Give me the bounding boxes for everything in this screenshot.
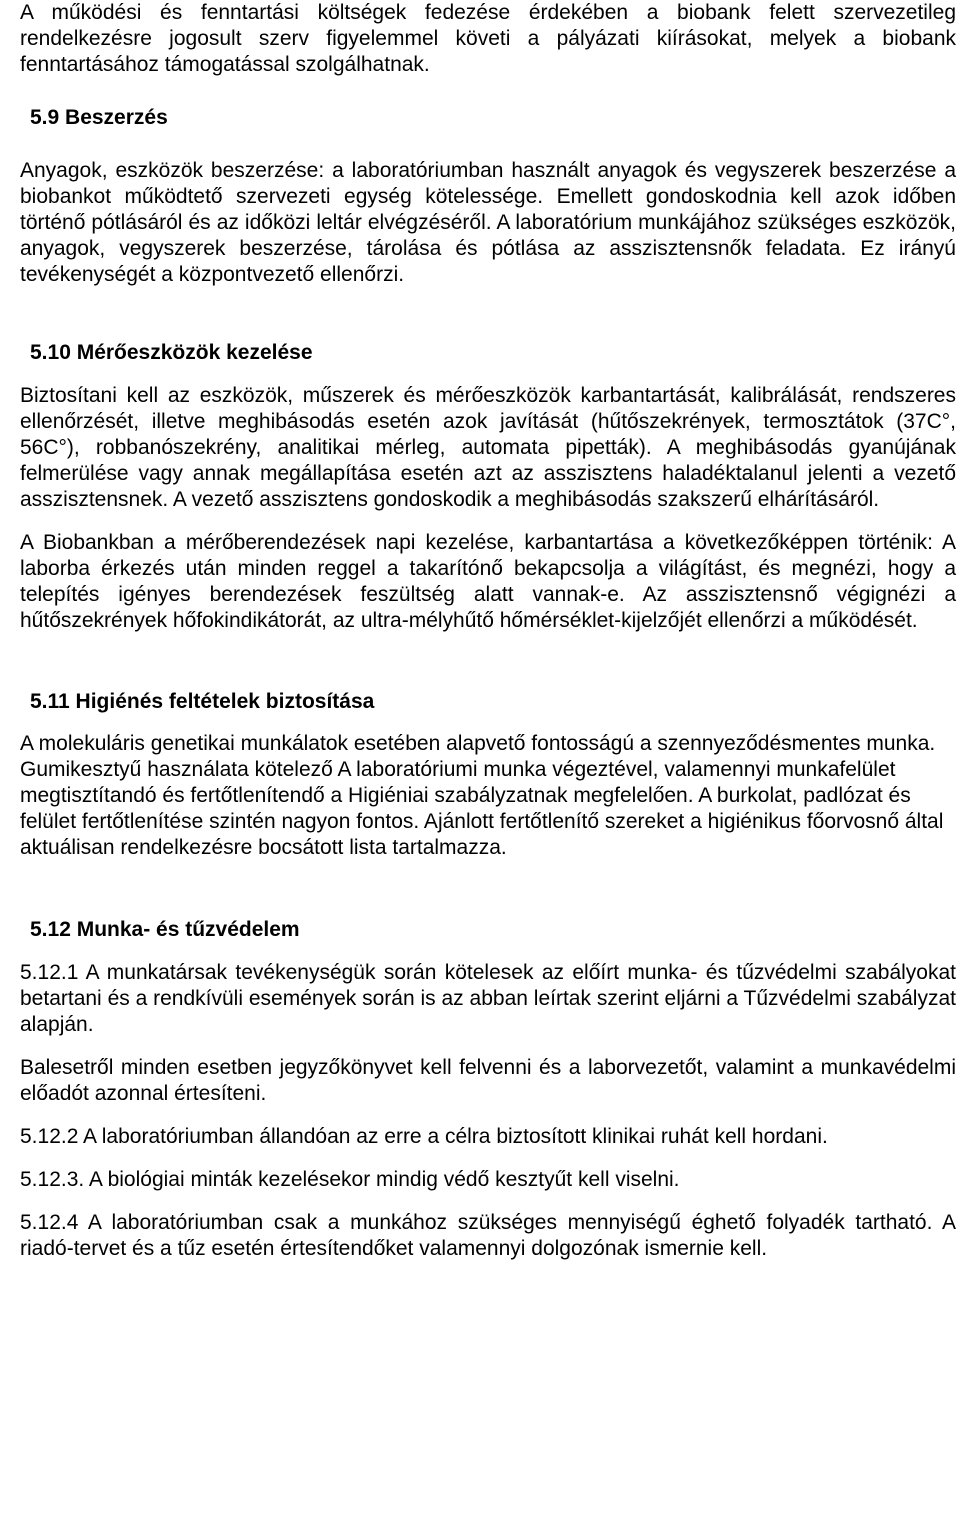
section-5-11-heading: 5.11 Higiénés feltételek biztosítása bbox=[30, 690, 375, 713]
section-5-12-paragraph-2: Balesetről minden esetben jegyzőkönyvet kell felvenni és a laborvezetőt, valamint a munkavédelmi előadót azonnal értesíteni. bbox=[20, 1056, 956, 1105]
section-5-10-paragraph-2: A Biobankban a mérőberendezések napi kezelése, karbantartása a következőképpen történik: A laborba érkezés után minden reggel a takarítónő bekapcsolja a világítást, és megnézi, hogy a telepítés igényes berendezések feszültség alatt vannak-e. Az asszisztensnő végignézi a hűtőszekrények hőfokindikátorát, az ultra-mélyhűtő hőmérséklet-kijelzőjét ellenőrzi a működését. bbox=[20, 531, 956, 632]
section-5-11-paragraph-1: A molekuláris genetikai munkálatok esetében alapvető fontosságú a szennyeződésmentes munka. Gumikesztyű használata kötelező A laboratóriumi munka végeztével, valamennyi munkafelület megtisztítandó és fertőtlenítendő a Higiéniai szabályzatnak megfelelően. A burkolat, padlózat és felület fertőtlenítése szintén nagyon fontos. Ajánlott fertőtlenítő szereket a higiénikus főorvosnő által aktuálisan rendelkezésre bocsátott lista tartalmazza. bbox=[20, 732, 944, 859]
section-5-10-paragraph-1: Biztosítani kell az eszközök, műszerek és mérőeszközök karbantartását, kalibrálását, rendszeres ellenőrzését, illetve meghibásodás esetén azok javítását (hűtőszekrények, termosztátok (37C°, 56C°), robbanószekrény, analitikai mérleg, automata pipetták). A meghibásodás gyanújának felmerülése vagy annak megállapítása esetén azt az asszisztens haladéktalanul jelenti a vezető asszisztensnek. A vezető asszisztens gondoskodik a meghibásodás szakszerű elhárításáról. bbox=[20, 384, 956, 511]
section-5-12-paragraph-5: 5.12.4 A laboratóriumban csak a munkához szükséges mennyiségű éghető folyadék tartható. A riadó-tervet és a tűz esetén értesítendőket valamennyi dolgozónak ismernie kell. bbox=[20, 1211, 956, 1260]
section-5-12-paragraph-1: 5.12.1 A munkatársak tevékenységük során kötelesek az előírt munka- és tűzvédelmi szabályokat betartani és a rendkívüli események során is az abban leírtak szerint eljárni a Tűzvédelmi szabályzat alapján. bbox=[20, 961, 956, 1036]
document-page bbox=[20, 0, 956, 1262]
section-5-12-heading: 5.12 Munka- és tűzvédelem bbox=[30, 918, 300, 941]
intro-paragraph: A működési és fenntartási költségek fedezése érdekében a biobank felett szervezetileg rendelkezésre jogosult szerv figyelemmel követi a pályázati kiírásokat, melyek a biobank fenntartásához támogatással szolgálhatnak. bbox=[20, 1, 956, 76]
section-5-12-paragraph-3: 5.12.2 A laboratóriumban állandóan az erre a célra biztosított klinikai ruhát kell hordani. bbox=[20, 1125, 828, 1148]
section-5-10-heading: 5.10 Mérőeszközök kezelése bbox=[30, 341, 313, 364]
section-5-9-paragraph-1: Anyagok, eszközök beszerzése: a laboratóriumban használt anyagok és vegyszerek beszerzése a biobankot működtető szervezeti egység kötelessége. Emellett gondoskodnia kell azok időben történő pótlásáról és az időközi leltár elvégzéséről. A laboratórium munkájához szükséges eszközök, anyagok, vegyszerek beszerzése, tárolása és pótlása az asszisztensnők feladata. Ez irányú tevékenységét a központvezető ellenőrzi. bbox=[20, 159, 956, 286]
section-5-12-paragraph-4: 5.12.3. A biológiai minták kezelésekor mindig védő kesztyűt kell viselni. bbox=[20, 1168, 680, 1191]
section-5-9-heading: 5.9 Beszerzés bbox=[30, 106, 168, 129]
